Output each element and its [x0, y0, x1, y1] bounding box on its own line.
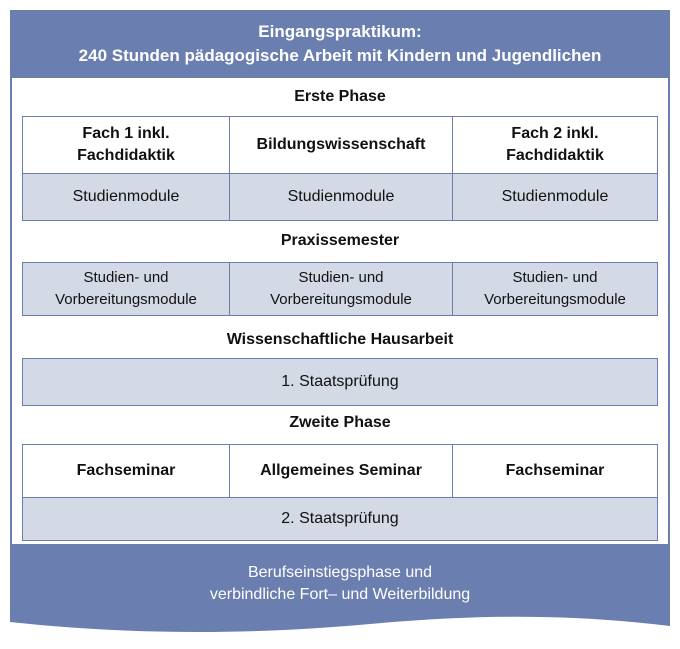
column-fach-1	[22, 116, 230, 174]
fachseminar-2: Fachseminar	[452, 444, 658, 498]
praxis-module-bildungswissenschaft-line-2: Vorbereitungsmodule	[270, 291, 412, 308]
column-fach-1-line-2: Fachdidaktik	[77, 147, 175, 164]
column-fach-2	[452, 116, 658, 174]
praxis-module-bildungswissenschaft	[229, 262, 453, 316]
praxis-module-fach-2-line-2: Vorbereitungsmodule	[484, 291, 626, 308]
studienmodule-fach-2: Studienmodule	[452, 173, 658, 221]
column-fach-2-line-1: Fach 2 inkl.	[511, 125, 599, 142]
header-line-1: Eingangspraktikum:	[258, 22, 422, 41]
header-eingangspraktikum	[10, 10, 670, 78]
praxis-module-fach-2-line-1: Studien- und	[512, 269, 598, 286]
zweite-phase-title: Zweite Phase	[289, 414, 391, 431]
praxis-module-bildungswissenschaft-line-1: Studien- und	[298, 269, 384, 286]
footer-line-1: Berufseinstiegsphase und	[247, 564, 433, 581]
hausarbeit-title: Wissenschaftliche Hausarbeit	[226, 331, 454, 348]
praxis-module-fach-2	[452, 262, 658, 316]
staatspruefung-1: 1. Staatsprüfung	[22, 358, 658, 406]
fachseminar-1: Fachseminar	[22, 444, 230, 498]
praxis-module-fach-1-line-2: Vorbereitungsmodule	[55, 291, 197, 308]
footer-berufseinstiegsphase	[10, 562, 670, 612]
allgemeines-seminar: Allgemeines Seminar	[229, 444, 453, 498]
studienmodule-bildungswissenschaft: Studienmodule	[229, 173, 453, 221]
praxis-module-fach-1	[22, 262, 230, 316]
studienmodule-fach-1: Studienmodule	[22, 173, 230, 221]
praxis-module-fach-1-line-1: Studien- und	[83, 269, 169, 286]
column-bildungswissenschaft	[229, 116, 453, 174]
column-fach-2-line-2: Fachdidaktik	[506, 147, 604, 164]
staatspruefung-2: 2. Staatsprüfung	[22, 497, 658, 541]
phase-diagram	[10, 10, 670, 638]
praxissemester-title: Praxissemester	[280, 232, 400, 249]
header-line-2: 240 Stunden pädagogische Arbeit mit Kindern und Jugendlichen	[78, 46, 602, 65]
column-bildungswissenschaft-label: Bildungswissenschaft	[256, 136, 426, 153]
column-fach-1-line-1: Fach 1 inkl.	[82, 125, 170, 142]
erste-phase-title: Erste Phase	[294, 88, 386, 105]
footer-line-2: verbindliche Fort– und Weiterbildung	[209, 586, 471, 603]
